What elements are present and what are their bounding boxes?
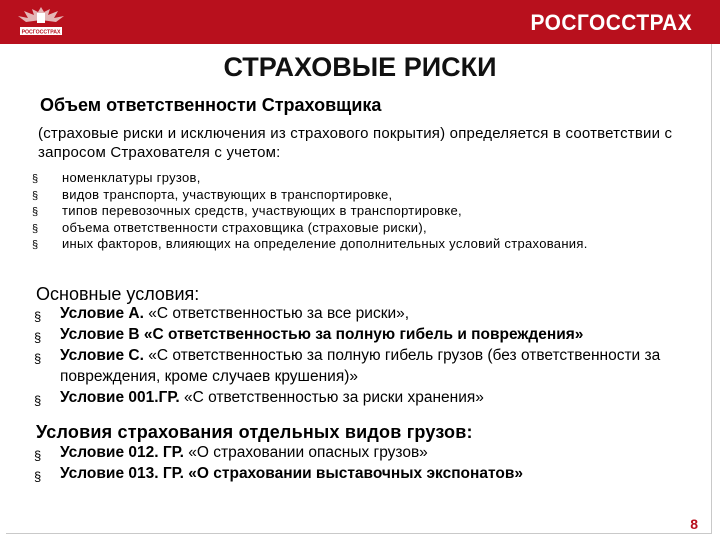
list-item	[32, 220, 692, 237]
intro-text: (страховые риски и исключения из страхового покрытия) определяется в соответствии с запросом Страхователя с учетом:	[38, 125, 673, 161]
factor-text: иных факторов, влияющих на определение дополнительных условий страхования.	[62, 236, 588, 251]
factor-text: типов перевозочных средств, участвующих в транспортировке,	[62, 203, 462, 218]
list-item	[32, 187, 692, 204]
brand-logo: РОСГОССТРАХ	[530, 10, 692, 35]
list-item	[32, 236, 692, 253]
list-item	[34, 345, 704, 387]
list-item	[34, 387, 704, 408]
list-item	[32, 170, 692, 187]
list-item	[34, 324, 704, 345]
bullet-icon: §	[32, 222, 39, 235]
subtitle: Объем ответственности Страховщика	[40, 95, 382, 115]
list-item	[32, 203, 692, 220]
bullet-icon: §	[34, 448, 42, 463]
bullet-icon: §	[32, 206, 39, 218]
condition-text: «С ответственностью за полную гибель и повреждения»	[139, 326, 584, 343]
bullet-icon: §	[34, 309, 42, 324]
factor-text: объема ответственности страховщика (страховые риски),	[62, 219, 427, 235]
list-item	[34, 463, 704, 484]
page-number: 8	[690, 516, 698, 532]
eagle-emblem-icon	[14, 3, 68, 39]
factor-text: номенклатуры грузов,	[62, 170, 201, 185]
bullet-icon: §	[34, 330, 42, 345]
special-conditions-heading: Условия страхования отдельных видов грузов:	[36, 422, 473, 442]
condition-text: «О страховании выставочных экспонатов»	[183, 465, 524, 482]
list-item	[34, 442, 704, 463]
condition-text: «О страховании опасных грузов»	[183, 444, 428, 461]
bullet-icon: §	[34, 393, 42, 408]
bullet-icon: §	[34, 351, 42, 366]
condition-text: «С ответственностью за риски хранения»	[179, 389, 484, 406]
emblem-label: РОСГОССТРАХ	[21, 29, 61, 36]
page-title: СТРАХОВЫЕ РИСКИ	[223, 52, 497, 82]
list-item	[34, 303, 704, 324]
bullet-icon: §	[32, 189, 39, 202]
condition-label: Условие А.	[60, 305, 144, 322]
condition-text: «С ответственностью за полную гибель грузов (без ответственности за повреждения, кроме случаев крушения)»	[60, 347, 661, 385]
condition-label: Условие С.	[60, 347, 144, 364]
main-conditions-list	[34, 303, 704, 408]
bullet-icon: §	[32, 173, 39, 185]
condition-label: Условие 012. ГР.	[60, 444, 184, 461]
bullet-icon: §	[32, 239, 39, 251]
condition-text: «С ответственностью за все риски»,	[143, 305, 410, 322]
factors-list	[32, 170, 692, 253]
condition-label: Условие В	[60, 326, 140, 343]
special-conditions-list	[34, 442, 704, 484]
factor-text: видов транспорта, участвующих в транспортировке,	[62, 186, 393, 202]
main-conditions-heading: Основные условия:	[36, 284, 200, 304]
header-bar	[0, 0, 720, 44]
bullet-icon: §	[34, 469, 42, 484]
condition-label: Условие 013. ГР.	[60, 465, 184, 482]
condition-label: Условие 001.ГР.	[60, 389, 180, 406]
